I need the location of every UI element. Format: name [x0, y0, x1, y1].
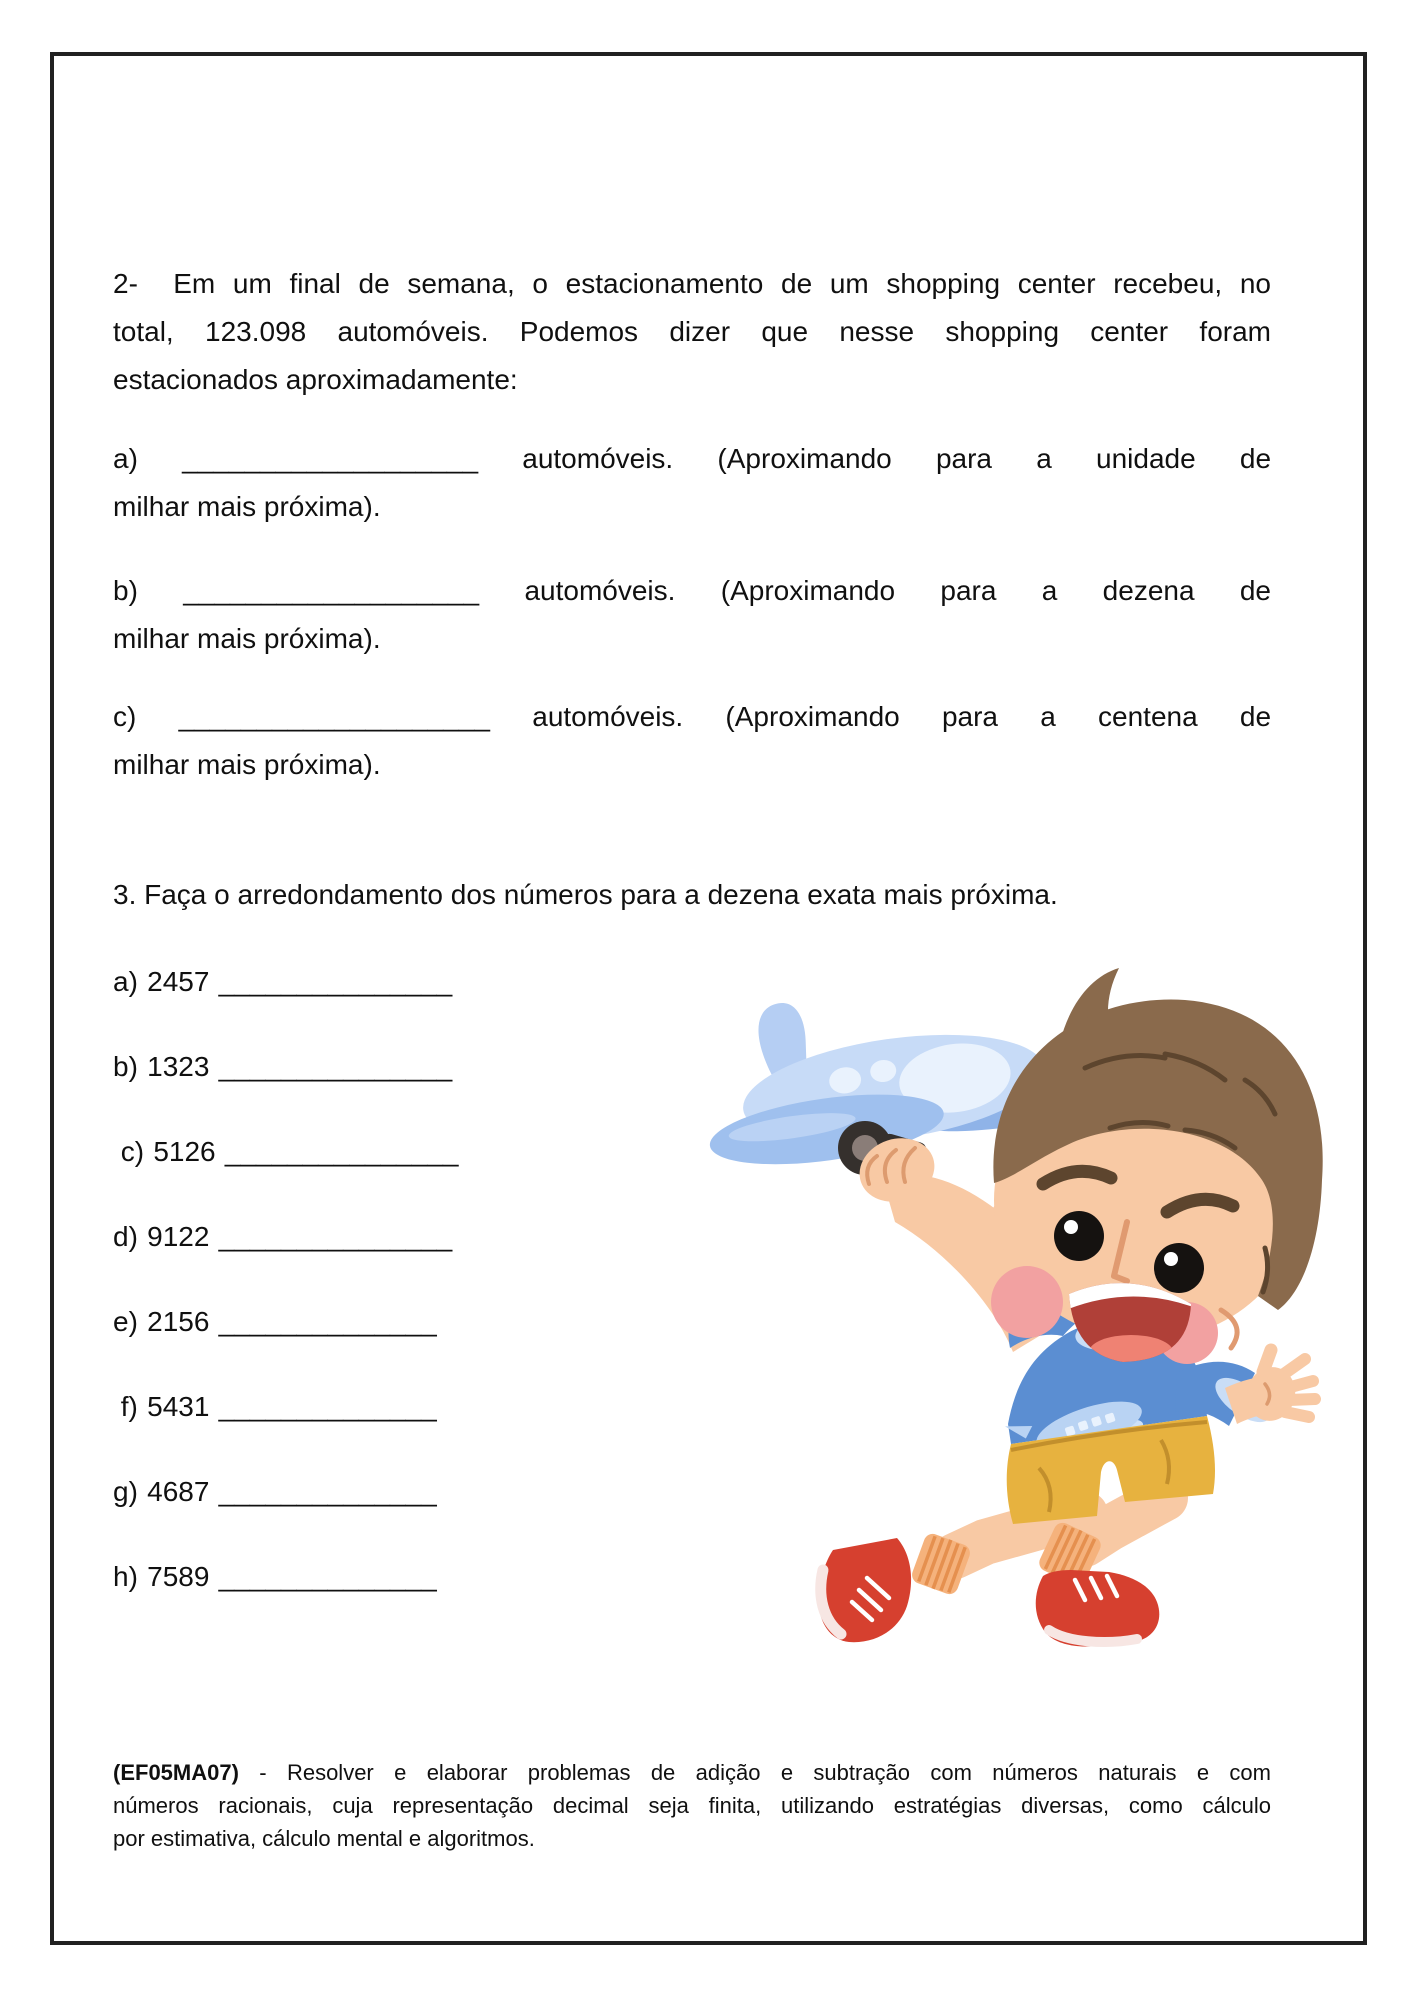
question-2-line-2: total, 123.098 automóveis. Podemos dizer que nesse shopping center foram: [113, 316, 1271, 347]
item-number: 1323: [147, 1051, 210, 1082]
item-text-wrap: milhar mais próxima).: [113, 623, 381, 654]
item-text: automóveis. (Aproximando para a centena de: [532, 701, 1272, 732]
left-cheek: [991, 1266, 1063, 1338]
item-text: automóveis. (Aproximando para a dezena de: [524, 575, 1272, 606]
item-text-wrap: milhar mais próxima).: [113, 491, 381, 522]
back-shoe: [819, 1538, 911, 1642]
item-text-wrap: milhar mais próxima).: [113, 749, 381, 780]
answer-blank[interactable]: ____________________: [178, 701, 491, 732]
item-label: b): [113, 575, 138, 606]
item-number: 5431: [147, 1391, 210, 1422]
item-number: 2457: [147, 966, 210, 997]
answer-blank[interactable]: _______________: [224, 1136, 459, 1167]
boy-with-toy-airplane-svg: [565, 828, 1340, 1673]
item-label: a): [113, 966, 138, 997]
question-2-item-c: [113, 693, 1271, 789]
boy-with-toy-airplane-illustration: [565, 828, 1340, 1673]
question-2-item-b: [113, 567, 1271, 663]
boy-head: [988, 968, 1323, 1369]
item-label: f): [113, 1391, 138, 1422]
front-shoe: [1036, 1570, 1160, 1646]
answer-blank[interactable]: ___________________: [183, 575, 480, 606]
right-eye: [1154, 1243, 1204, 1293]
item-label: b): [113, 1051, 138, 1082]
answer-blank[interactable]: _______________: [218, 1221, 453, 1252]
answer-blank[interactable]: ______________: [218, 1391, 437, 1422]
item-label: c): [113, 701, 137, 732]
item-number: 5126: [153, 1136, 216, 1167]
item-label: d): [113, 1221, 138, 1252]
answer-blank[interactable]: ______________: [218, 1561, 437, 1592]
question-3-heading: 3. Faça o arredondamento dos números para a dezena exata mais próxima.: [113, 879, 1058, 910]
item-number: 2156: [147, 1306, 210, 1337]
item-number: 4687: [147, 1476, 210, 1507]
answer-blank[interactable]: _______________: [218, 966, 453, 997]
question-2-line-3: estacionados aproximadamente:: [113, 364, 518, 395]
question-2-line-1: 2- Em um final de semana, o estacionamento de um shopping center recebeu, no: [113, 268, 1271, 299]
item-label: h): [113, 1561, 138, 1592]
answer-blank[interactable]: ______________: [218, 1476, 437, 1507]
item-label: e): [113, 1306, 138, 1337]
question-2-intro: [113, 260, 1271, 404]
skill-line-2: números racionais, cuja representação decimal seja finita, utilizando estratégias diversas, como cálculo: [113, 1793, 1271, 1818]
item-number: 7589: [147, 1561, 210, 1592]
item-number: 9122: [147, 1221, 210, 1252]
item-label: g): [113, 1476, 138, 1507]
item-label: c): [113, 1136, 145, 1167]
skill-code: (EF05MA07): [113, 1760, 239, 1785]
answer-blank[interactable]: ______________: [218, 1306, 437, 1337]
item-text: automóveis. (Aproximando para a unidade de: [522, 443, 1272, 474]
skill-line-1: (EF05MA07) - Resolver e elaborar problemas de adição e subtração com números naturais e com: [113, 1760, 1271, 1785]
answer-blank[interactable]: _______________: [218, 1051, 453, 1082]
item-label: a): [113, 443, 138, 474]
left-eye: [1054, 1211, 1104, 1261]
answer-blank[interactable]: ___________________: [182, 443, 479, 474]
skill-descriptor: [113, 1756, 1271, 1855]
skill-line-3: por estimativa, cálculo mental e algoritmos.: [113, 1826, 535, 1851]
question-2-item-a: [113, 435, 1271, 531]
